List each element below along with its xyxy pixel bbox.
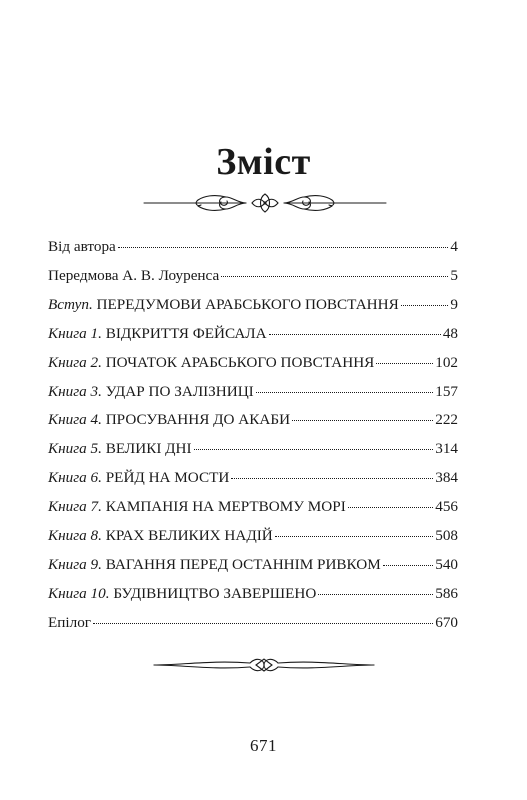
toc-entry-page: 4 <box>450 238 458 255</box>
toc-entry-title: БУДІВНИЦТВО ЗАВЕРШЕНО <box>113 584 317 602</box>
toc-entry-prefix: Книга 7. <box>48 498 102 516</box>
toc-entry <box>48 262 458 291</box>
toc-entry-prefix: Книга 9. <box>48 555 102 573</box>
toc-entry-label <box>48 493 346 522</box>
toc-entry-page: 586 <box>435 584 458 602</box>
toc-entry-page: 9 <box>450 295 458 313</box>
toc-entry-label <box>48 406 290 435</box>
toc-entry-label <box>48 435 192 464</box>
toc-entry <box>48 435 458 464</box>
toc-entry-title: РЕЙД НА МОСТИ <box>105 469 230 487</box>
toc-entry-page: 540 <box>435 555 458 573</box>
toc-entry <box>48 493 458 522</box>
toc-entry-title: ПРОСУВАННЯ ДО АКАБИ <box>105 411 291 429</box>
toc-entry-label <box>48 262 219 291</box>
dot-leader <box>383 565 433 566</box>
toc-entry-label <box>48 522 273 551</box>
toc-entry-prefix: Книга 8. <box>48 527 102 545</box>
toc-entry <box>48 609 458 638</box>
dot-leader <box>318 594 433 595</box>
toc-entry-label <box>48 580 316 609</box>
toc-entry <box>48 233 458 262</box>
toc-entry-label <box>48 551 381 580</box>
toc-entry-title: КАМПАНІЯ НА МЕРТВОМУ МОРІ <box>105 498 346 516</box>
toc-entry <box>48 291 458 320</box>
toc-entry <box>48 378 458 407</box>
dot-leader <box>348 507 433 508</box>
toc-entry-label <box>48 378 254 407</box>
toc-entry <box>48 464 458 493</box>
toc-entry <box>48 580 458 609</box>
page-number: 671 <box>250 736 277 755</box>
dot-leader <box>401 305 449 306</box>
dot-leader <box>269 334 441 335</box>
toc-entry-title: Передмова А. В. Лоуренса <box>48 266 220 284</box>
dot-leader <box>231 478 433 479</box>
knot-divider-icon <box>152 655 376 675</box>
toc-entry <box>48 522 458 551</box>
dot-leader <box>118 247 449 248</box>
toc-entry-title: КРАХ ВЕЛИКИХ НАДІЙ <box>105 527 273 545</box>
toc-entry-page: 670 <box>435 613 458 631</box>
toc-entry-title: Епілог <box>48 613 92 631</box>
dot-leader <box>194 449 434 450</box>
toc-entry-label <box>48 320 267 349</box>
toc-entry-prefix: Вступ. <box>48 295 93 313</box>
toc-entry-page: 102 <box>435 353 458 371</box>
toc-entry-title: ВАГАННЯ ПЕРЕД ОСТАННІМ РИВКОМ <box>105 555 381 573</box>
toc-entry-page: 5 <box>450 266 458 284</box>
table-of-contents <box>48 233 458 638</box>
toc-entry-page: 222 <box>435 411 458 429</box>
page-title: Зміст <box>216 141 311 183</box>
toc-entry-page: 157 <box>435 382 458 400</box>
toc-entry-title: ПОЧАТОК АРАБСЬКОГО ПОВСТАННЯ <box>105 353 375 371</box>
toc-entry-prefix: Книга 2. <box>48 353 102 371</box>
toc-entry <box>48 349 458 378</box>
toc-entry <box>48 406 458 435</box>
toc-entry-title: ПЕРЕДУМОВИ АРАБСЬКОГО ПОВСТАННЯ <box>96 295 399 313</box>
toc-entry <box>48 551 458 580</box>
toc-entry-title: ВІДКРИТТЯ ФЕЙСАЛА <box>105 324 267 342</box>
toc-entry-title: ВЕЛИКІ ДНІ <box>105 440 192 458</box>
toc-entry-title: Від автора <box>48 238 116 255</box>
toc-entry-label <box>48 609 91 638</box>
toc-entry-page: 508 <box>435 527 458 545</box>
dot-leader <box>93 623 433 624</box>
toc-entry-prefix: Книга 5. <box>48 440 102 458</box>
dot-leader <box>292 420 433 421</box>
toc-entry <box>48 320 458 349</box>
dot-leader <box>221 276 448 277</box>
toc-entry-prefix: Книга 3. <box>48 382 102 400</box>
dot-leader <box>376 363 433 364</box>
dot-leader <box>275 536 433 537</box>
toc-entry-page: 456 <box>435 498 458 516</box>
toc-entry-title: УДАР ПО ЗАЛІЗНИЦІ <box>105 382 254 400</box>
toc-entry-label <box>48 464 229 493</box>
flourish-divider-icon <box>142 188 388 218</box>
toc-entry-label <box>48 233 116 262</box>
toc-entry-label <box>48 291 399 320</box>
dot-leader <box>256 392 433 393</box>
toc-entry-prefix: Книга 6. <box>48 469 102 487</box>
toc-entry-prefix: Книга 10. <box>48 584 110 602</box>
toc-entry-page: 314 <box>435 440 458 458</box>
toc-entry-prefix: Книга 1. <box>48 324 102 342</box>
toc-entry-page: 48 <box>442 324 458 342</box>
toc-entry-label <box>48 349 374 378</box>
toc-entry-prefix: Книга 4. <box>48 411 102 429</box>
toc-entry-page: 384 <box>435 469 458 487</box>
